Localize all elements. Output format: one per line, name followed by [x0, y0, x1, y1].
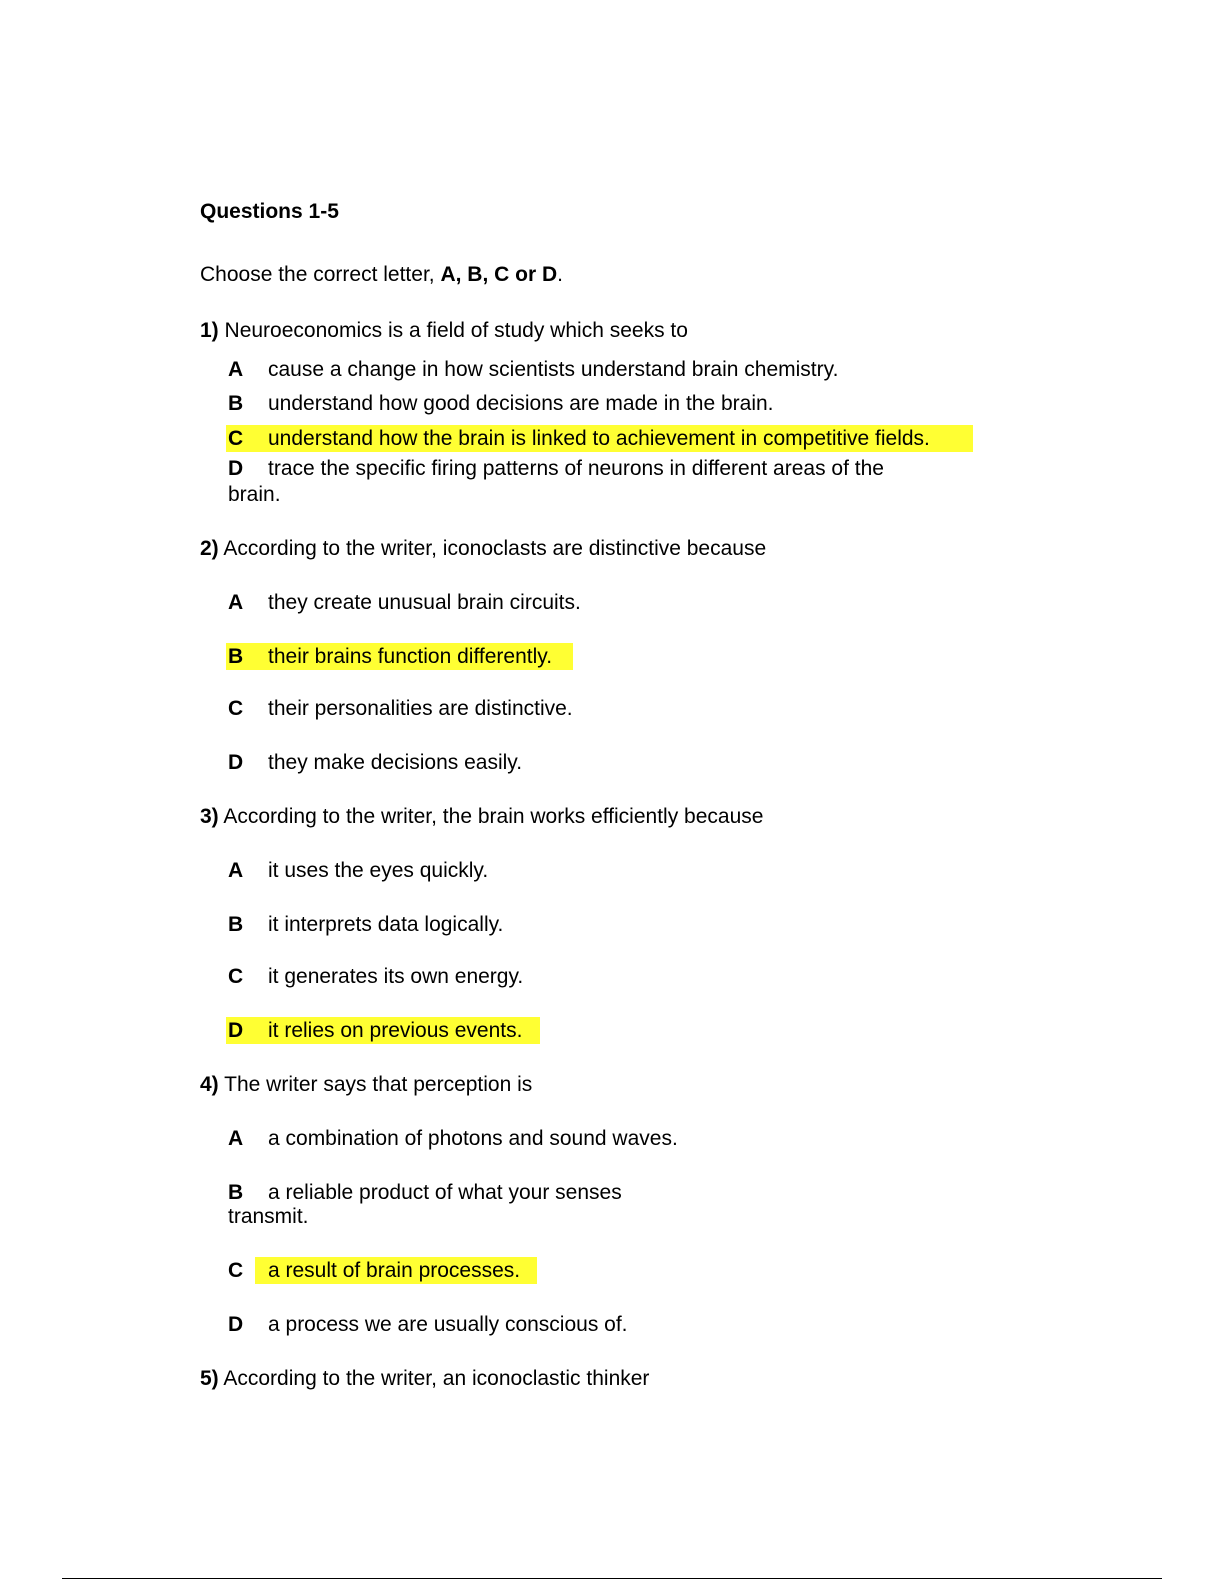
option-text: cause a change in how scientists understand brain chemistry. — [268, 358, 839, 381]
question-text: According to the writer, an iconoclastic thinker — [223, 1367, 650, 1390]
question-text: Neuroeconomics is a field of study which seeks to — [224, 319, 688, 342]
option-letter: A — [228, 358, 244, 381]
q3-option-a[interactable] — [228, 859, 988, 885]
option-text-continued: transmit. — [228, 1205, 309, 1228]
q4-option-d[interactable] — [228, 1313, 988, 1339]
q4-option-b[interactable] — [228, 1181, 988, 1233]
page-bottom-rule — [62, 1578, 1162, 1579]
instruction-text: Choose the correct letter, — [200, 263, 441, 286]
q4-option-c[interactable] — [228, 1259, 988, 1285]
q1-option-c[interactable] — [228, 427, 988, 453]
option-text-continued: brain. — [228, 483, 281, 506]
option-letter: B — [228, 1181, 244, 1204]
option-text: it interprets data logically. — [268, 913, 504, 936]
option-letter: D — [228, 751, 244, 774]
instruction-letters: A, B, C or D — [440, 263, 558, 286]
question-3-stem — [200, 805, 763, 829]
option-letter: A — [228, 591, 244, 614]
option-text: their brains function differently. — [268, 645, 553, 668]
q3-option-b[interactable] — [228, 913, 988, 939]
option-letter: B — [228, 392, 244, 415]
option-text: they make decisions easily. — [268, 751, 523, 774]
q2-option-a[interactable] — [228, 591, 988, 617]
option-letter: C — [228, 427, 244, 450]
question-1-stem — [200, 319, 688, 343]
q2-option-b[interactable] — [228, 645, 988, 671]
option-text: a reliable product of what your senses — [268, 1181, 622, 1204]
option-text: understand how good decisions are made in the brain. — [268, 392, 774, 415]
question-text: According to the writer, the brain works efficiently because — [223, 805, 764, 828]
instruction-end: . — [557, 263, 563, 286]
option-text: a process we are usually conscious of. — [268, 1313, 628, 1336]
question-4-stem — [200, 1073, 532, 1097]
option-letter: B — [228, 913, 244, 936]
option-letter: D — [228, 1313, 244, 1336]
option-text: a combination of photons and sound waves. — [268, 1127, 678, 1150]
option-letter: A — [228, 1127, 244, 1150]
question-number: 4) — [200, 1073, 219, 1096]
option-letter: D — [228, 457, 244, 480]
question-number: 1) — [200, 319, 219, 342]
question-text: The writer says that perception is — [224, 1073, 533, 1096]
option-text: it generates its own energy. — [268, 965, 524, 988]
q4-option-a[interactable] — [228, 1127, 988, 1153]
question-2-stem — [200, 537, 766, 561]
option-text: trace the specific firing patterns of neurons in different areas of the — [268, 457, 884, 480]
option-letter: C — [228, 697, 244, 720]
q1-option-b[interactable] — [228, 392, 988, 418]
question-number: 3) — [200, 805, 219, 828]
option-letter: C — [228, 1259, 244, 1282]
option-letter: C — [228, 965, 244, 988]
q1-option-a[interactable] — [228, 358, 988, 384]
question-number: 5) — [200, 1367, 219, 1390]
instruction — [200, 263, 563, 287]
q2-option-d[interactable] — [228, 751, 988, 777]
option-letter: D — [228, 1019, 244, 1042]
section-heading: Questions 1-5 — [200, 200, 339, 223]
option-letter: A — [228, 859, 244, 882]
option-text: they create unusual brain circuits. — [268, 591, 581, 614]
option-text: their personalities are distinctive. — [268, 697, 573, 720]
option-letter: B — [228, 645, 244, 668]
option-text: it relies on previous events. — [268, 1019, 523, 1042]
option-text: a result of brain processes. — [268, 1259, 521, 1282]
q2-option-c[interactable] — [228, 697, 988, 723]
q1-option-d[interactable] — [228, 457, 988, 509]
question-number: 2) — [200, 537, 219, 560]
question-5-stem — [200, 1367, 649, 1391]
q3-option-c[interactable] — [228, 965, 988, 991]
question-text: According to the writer, iconoclasts are distinctive because — [223, 537, 767, 560]
option-text: understand how the brain is linked to achievement in competitive fields. — [268, 427, 930, 450]
option-text: it uses the eyes quickly. — [268, 859, 489, 882]
q3-option-d[interactable] — [228, 1019, 988, 1045]
